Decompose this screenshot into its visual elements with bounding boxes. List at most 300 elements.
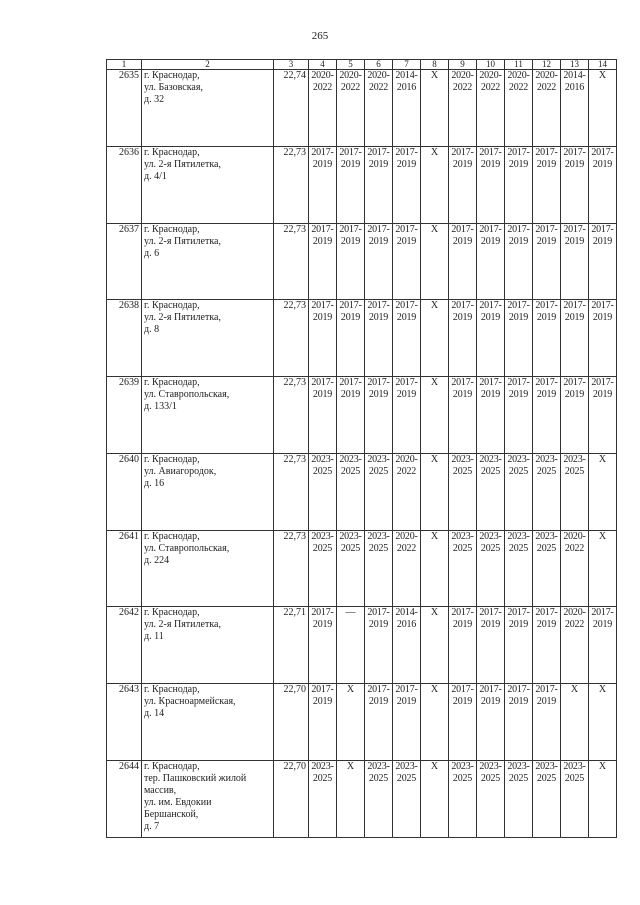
- period-part: 2023-: [339, 454, 362, 465]
- column-header: 14: [589, 60, 617, 70]
- period-part: 2017-: [507, 377, 530, 388]
- address-line: ул. Ставропольская,: [144, 543, 230, 554]
- schedule-cell: [449, 377, 477, 454]
- period-part: 2017-: [563, 300, 586, 311]
- period-part: 2023-: [507, 761, 530, 772]
- period-part: 2023-: [479, 454, 502, 465]
- schedule-cell: [309, 607, 337, 684]
- period-part: 2022: [452, 82, 473, 93]
- cell-mark: X: [430, 761, 439, 772]
- schedule-cell: [393, 70, 421, 147]
- period-part: 2025: [312, 773, 333, 784]
- schedule-cell: [505, 377, 533, 454]
- cell-mark: X: [430, 224, 439, 235]
- cell-mark: X: [598, 70, 607, 81]
- schedule-cell: [505, 607, 533, 684]
- cell-mark: X: [430, 531, 439, 542]
- period-part: 2017-: [367, 300, 390, 311]
- period-part: 2017-: [451, 300, 474, 311]
- period-part: 2019: [536, 312, 557, 323]
- period-part: 2017-: [479, 300, 502, 311]
- schedule-cell: [421, 531, 449, 607]
- period-part: 2017-: [591, 607, 614, 618]
- period-part: 2023-: [311, 531, 334, 542]
- period-part: 2017-: [311, 607, 334, 618]
- period-part: 2023-: [535, 454, 558, 465]
- schedule-cell: [337, 454, 365, 531]
- schedule-cell: [505, 300, 533, 377]
- period-part: 2017-: [591, 224, 614, 235]
- registry-table: [106, 59, 617, 838]
- row-number: 2638: [107, 300, 142, 377]
- period-part: 2017-: [367, 224, 390, 235]
- period-part: 2017-: [451, 147, 474, 158]
- period-part: 2017-: [507, 684, 530, 695]
- address-line: ул. Авиагородок,: [144, 466, 217, 477]
- column-header: 9: [449, 60, 477, 70]
- column-header: 3: [274, 60, 309, 70]
- schedule-cell: [505, 454, 533, 531]
- table-row: [107, 607, 617, 684]
- schedule-cell: [533, 531, 561, 607]
- address-line: г. Краснодар,: [144, 607, 200, 618]
- table-body: [107, 70, 617, 838]
- row-number: 2640: [107, 454, 142, 531]
- period-part: 2023-: [479, 761, 502, 772]
- page-number: 265: [311, 30, 329, 42]
- period-part: 2017-: [507, 147, 530, 158]
- cell-mark: X: [430, 454, 439, 465]
- period-part: 2023-: [339, 531, 362, 542]
- period-part: 2025: [368, 466, 389, 477]
- column-header: 4: [309, 60, 337, 70]
- period-part: 2019: [480, 619, 501, 630]
- schedule-cell: [337, 70, 365, 147]
- address-line: д. 7: [144, 821, 160, 832]
- schedule-cell: [449, 454, 477, 531]
- period-part: 2017-: [451, 224, 474, 235]
- row-number: 2635: [107, 70, 142, 147]
- address-line: г. Краснодар,: [144, 300, 200, 311]
- period-part: 2017-: [311, 377, 334, 388]
- schedule-cell: [449, 607, 477, 684]
- period-part: 2025: [452, 773, 473, 784]
- schedule-cell: [337, 147, 365, 224]
- period-part: 2019: [452, 389, 473, 400]
- period-part: 2025: [480, 543, 501, 554]
- schedule-cell: [505, 70, 533, 147]
- period-part: 2019: [312, 619, 333, 630]
- row-number: 2636: [107, 147, 142, 224]
- period-part: 2014-: [395, 607, 418, 618]
- schedule-cell: [533, 70, 561, 147]
- schedule-cell: [421, 224, 449, 300]
- period-part: 2017-: [479, 607, 502, 618]
- period-part: 2017-: [339, 300, 362, 311]
- schedule-cell: [561, 454, 589, 531]
- schedule-cell: [309, 454, 337, 531]
- column-header: 1: [107, 60, 142, 70]
- period-part: 2025: [480, 466, 501, 477]
- address-line: ул. 2-я Пятилетка,: [144, 159, 221, 170]
- column-header: 8: [421, 60, 449, 70]
- area-value: 22,73: [274, 377, 309, 454]
- schedule-cell: [449, 684, 477, 761]
- cell-mark: X: [598, 761, 607, 772]
- period-part: 2025: [452, 466, 473, 477]
- period-part: 2025: [564, 466, 585, 477]
- schedule-cell: [477, 761, 505, 838]
- area-value: 22,73: [274, 454, 309, 531]
- period-part: 2017-: [507, 607, 530, 618]
- period-part: 2023-: [311, 761, 334, 772]
- row-number: 2643: [107, 684, 142, 761]
- schedule-cell: [533, 607, 561, 684]
- period-part: 2019: [312, 696, 333, 707]
- address-line: ул. Красноармейская,: [144, 696, 236, 707]
- period-part: 2025: [340, 466, 361, 477]
- period-part: 2025: [508, 543, 529, 554]
- schedule-cell: [421, 684, 449, 761]
- period-part: 2019: [452, 236, 473, 247]
- area-value: 22,73: [274, 147, 309, 224]
- period-part: 2017-: [479, 377, 502, 388]
- address-line: ул. 2-я Пятилетка,: [144, 236, 221, 247]
- row-number: 2641: [107, 531, 142, 607]
- period-part: 2023-: [535, 761, 558, 772]
- period-part: 2025: [452, 543, 473, 554]
- period-part: 2017-: [479, 224, 502, 235]
- period-part: 2019: [480, 159, 501, 170]
- period-part: 2019: [508, 159, 529, 170]
- period-part: 2023-: [367, 761, 390, 772]
- cell-mark: X: [430, 684, 439, 695]
- period-part: 2019: [480, 389, 501, 400]
- schedule-cell: [589, 224, 617, 300]
- schedule-cell: [561, 300, 589, 377]
- period-part: 2019: [592, 236, 613, 247]
- period-part: 2014-: [395, 70, 418, 81]
- column-header: 6: [365, 60, 393, 70]
- schedule-cell: [589, 607, 617, 684]
- schedule-cell: [449, 300, 477, 377]
- period-part: 2022: [564, 543, 585, 554]
- row-number: 2637: [107, 224, 142, 300]
- period-part: 2019: [536, 159, 557, 170]
- address-line: г. Краснодар,: [144, 70, 200, 81]
- period-part: 2025: [312, 466, 333, 477]
- period-part: 2022: [340, 82, 361, 93]
- area-value: 22,70: [274, 684, 309, 761]
- schedule-cell: [365, 377, 393, 454]
- cell-mark: —: [345, 607, 356, 618]
- address-line: д. 11: [144, 631, 164, 642]
- period-part: 2025: [340, 543, 361, 554]
- schedule-cell: [393, 147, 421, 224]
- period-part: 2019: [396, 236, 417, 247]
- period-part: 2019: [508, 389, 529, 400]
- area-value: 22,71: [274, 607, 309, 684]
- schedule-cell: [309, 300, 337, 377]
- table-row: [107, 224, 617, 300]
- period-part: 2017-: [451, 684, 474, 695]
- schedule-cell: [561, 377, 589, 454]
- period-part: 2017-: [563, 147, 586, 158]
- period-part: 2025: [536, 466, 557, 477]
- address-cell: [142, 300, 274, 377]
- column-header: 12: [533, 60, 561, 70]
- schedule-cell: [589, 300, 617, 377]
- address-line: г. Краснодар,: [144, 454, 200, 465]
- period-part: 2019: [340, 159, 361, 170]
- schedule-cell: [561, 684, 589, 761]
- schedule-cell: [337, 531, 365, 607]
- period-part: 2017-: [507, 300, 530, 311]
- schedule-cell: [449, 70, 477, 147]
- schedule-cell: [589, 147, 617, 224]
- period-part: 2019: [312, 312, 333, 323]
- address-line: ул. 2-я Пятилетка,: [144, 619, 221, 630]
- period-part: 2022: [536, 82, 557, 93]
- schedule-cell: [589, 454, 617, 531]
- period-part: 2017-: [479, 147, 502, 158]
- address-line: г. Краснодар,: [144, 147, 200, 158]
- period-part: 2019: [368, 312, 389, 323]
- schedule-cell: [393, 607, 421, 684]
- schedule-cell: [477, 607, 505, 684]
- period-part: 2017-: [311, 224, 334, 235]
- table-row: [107, 377, 617, 454]
- period-part: 2019: [340, 312, 361, 323]
- address-line: тер. Пашковский жилой: [144, 773, 247, 784]
- period-part: 2017-: [563, 224, 586, 235]
- period-part: 2017-: [507, 224, 530, 235]
- period-part: 2017-: [339, 147, 362, 158]
- period-part: 2017-: [451, 607, 474, 618]
- schedule-cell: [505, 224, 533, 300]
- period-part: 2019: [340, 389, 361, 400]
- schedule-cell: [589, 684, 617, 761]
- period-part: 2023-: [395, 761, 418, 772]
- period-part: 2019: [508, 619, 529, 630]
- address-line: массив,: [144, 785, 177, 796]
- period-part: 2020-: [311, 70, 334, 81]
- address-line: г. Краснодар,: [144, 684, 200, 695]
- schedule-cell: [505, 147, 533, 224]
- schedule-cell: [421, 70, 449, 147]
- address-line: ул. Ставропольская,: [144, 389, 230, 400]
- column-header: 10: [477, 60, 505, 70]
- period-part: 2017-: [395, 147, 418, 158]
- period-part: 2019: [592, 312, 613, 323]
- period-part: 2020-: [563, 531, 586, 542]
- period-part: 2017-: [535, 147, 558, 158]
- period-part: 2019: [396, 389, 417, 400]
- address-line: ул. Базовская,: [144, 82, 203, 93]
- address-line: д. 6: [144, 248, 160, 259]
- period-part: 2019: [564, 236, 585, 247]
- period-part: 2019: [452, 696, 473, 707]
- period-part: 2019: [592, 619, 613, 630]
- period-part: 2020-: [507, 70, 530, 81]
- period-part: 2022: [508, 82, 529, 93]
- address-line: Бершанской,: [144, 809, 199, 820]
- schedule-cell: [477, 377, 505, 454]
- schedule-cell: [309, 70, 337, 147]
- period-part: 2019: [536, 696, 557, 707]
- period-part: 2019: [396, 312, 417, 323]
- period-part: 2022: [368, 82, 389, 93]
- period-part: 2025: [536, 543, 557, 554]
- period-part: 2019: [452, 159, 473, 170]
- period-part: 2020-: [395, 454, 418, 465]
- period-part: 2023-: [563, 761, 586, 772]
- period-part: 2023-: [535, 531, 558, 542]
- period-part: 2016: [396, 82, 417, 93]
- period-part: 2019: [368, 619, 389, 630]
- period-part: 2016: [564, 82, 585, 93]
- schedule-cell: [477, 454, 505, 531]
- schedule-cell: [561, 761, 589, 838]
- cell-mark: X: [346, 761, 355, 772]
- address-line: г. Краснодар,: [144, 761, 200, 772]
- period-part: 2017-: [479, 684, 502, 695]
- period-part: 2019: [480, 696, 501, 707]
- schedule-cell: [309, 147, 337, 224]
- period-part: 2019: [536, 389, 557, 400]
- schedule-cell: [589, 70, 617, 147]
- address-cell: [142, 761, 274, 838]
- address-line: д. 224: [144, 555, 170, 566]
- period-part: 2022: [480, 82, 501, 93]
- column-header: 2: [142, 60, 274, 70]
- period-part: 2019: [312, 159, 333, 170]
- address-cell: [142, 531, 274, 607]
- period-part: 2023-: [367, 454, 390, 465]
- period-part: 2019: [508, 696, 529, 707]
- period-part: 2025: [368, 543, 389, 554]
- schedule-cell: [561, 531, 589, 607]
- cell-mark: X: [430, 70, 439, 81]
- schedule-cell: [337, 761, 365, 838]
- schedule-cell: [533, 684, 561, 761]
- schedule-cell: [365, 224, 393, 300]
- schedule-cell: [393, 454, 421, 531]
- period-part: 2023-: [451, 454, 474, 465]
- period-part: 2025: [312, 543, 333, 554]
- period-part: 2025: [508, 466, 529, 477]
- schedule-cell: [589, 531, 617, 607]
- schedule-cell: [477, 224, 505, 300]
- cell-mark: X: [598, 454, 607, 465]
- period-part: 2019: [368, 159, 389, 170]
- column-header: 5: [337, 60, 365, 70]
- period-part: 2019: [536, 236, 557, 247]
- schedule-cell: [421, 147, 449, 224]
- period-part: 2019: [592, 389, 613, 400]
- address-line: д. 133/1: [144, 401, 177, 412]
- cell-mark: X: [430, 300, 439, 311]
- period-part: 2020-: [563, 607, 586, 618]
- schedule-cell: [505, 684, 533, 761]
- period-part: 2017-: [311, 147, 334, 158]
- cell-mark: X: [430, 377, 439, 388]
- schedule-cell: [561, 607, 589, 684]
- schedule-cell: [477, 147, 505, 224]
- period-part: 2025: [536, 773, 557, 784]
- table-row: [107, 70, 617, 147]
- period-part: 2019: [396, 159, 417, 170]
- table-row: [107, 300, 617, 377]
- area-value: 22,74: [274, 70, 309, 147]
- period-part: 2017-: [591, 377, 614, 388]
- schedule-cell: [393, 531, 421, 607]
- schedule-cell: [477, 684, 505, 761]
- period-part: 2017-: [563, 377, 586, 388]
- period-part: 2017-: [395, 377, 418, 388]
- schedule-cell: [561, 70, 589, 147]
- period-part: 2025: [480, 773, 501, 784]
- schedule-cell: [561, 147, 589, 224]
- schedule-cell: [309, 224, 337, 300]
- period-part: 2019: [564, 312, 585, 323]
- schedule-cell: [533, 761, 561, 838]
- schedule-cell: [337, 300, 365, 377]
- address-line: г. Краснодар,: [144, 531, 200, 542]
- schedule-cell: [309, 531, 337, 607]
- address-cell: [142, 147, 274, 224]
- period-part: 2022: [396, 466, 417, 477]
- row-number: 2644: [107, 761, 142, 838]
- cell-mark: X: [430, 147, 439, 158]
- address-line: д. 16: [144, 478, 165, 489]
- period-part: 2022: [312, 82, 333, 93]
- address-line: ул. 2-я Пятилетка,: [144, 312, 221, 323]
- period-part: 2019: [564, 159, 585, 170]
- schedule-cell: [309, 761, 337, 838]
- schedule-cell: [477, 300, 505, 377]
- schedule-cell: [421, 607, 449, 684]
- period-part: 2017-: [451, 377, 474, 388]
- table-row: [107, 454, 617, 531]
- address-line: г. Краснодар,: [144, 224, 200, 235]
- schedule-cell: [449, 761, 477, 838]
- period-part: 2017-: [367, 377, 390, 388]
- period-part: 2017-: [535, 224, 558, 235]
- schedule-cell: [477, 531, 505, 607]
- address-cell: [142, 454, 274, 531]
- period-part: 2017-: [311, 684, 334, 695]
- period-part: 2017-: [339, 377, 362, 388]
- schedule-cell: [365, 531, 393, 607]
- period-part: 2023-: [451, 761, 474, 772]
- period-part: 2023-: [507, 531, 530, 542]
- period-part: 2025: [368, 773, 389, 784]
- period-part: 2017-: [367, 607, 390, 618]
- period-part: 2019: [564, 389, 585, 400]
- schedule-cell: [337, 684, 365, 761]
- period-part: 2020-: [479, 70, 502, 81]
- table-header: [107, 60, 617, 70]
- period-part: 2023-: [311, 454, 334, 465]
- schedule-cell: [505, 761, 533, 838]
- period-part: 2020-: [451, 70, 474, 81]
- address-line: д. 8: [144, 324, 160, 335]
- schedule-cell: [421, 300, 449, 377]
- schedule-cell: [589, 761, 617, 838]
- period-part: 2019: [592, 159, 613, 170]
- table-row: [107, 761, 617, 838]
